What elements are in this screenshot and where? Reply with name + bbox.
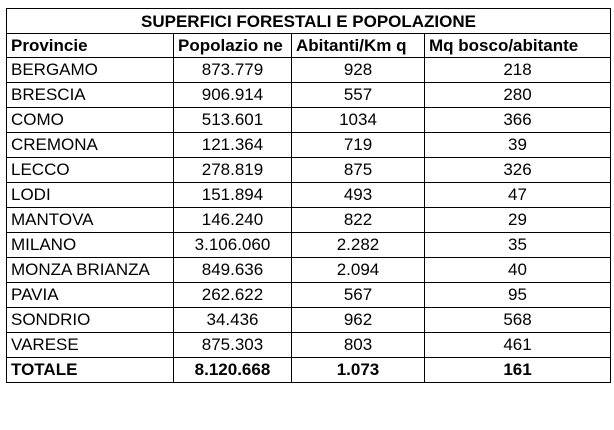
cell-provincia-text: MONZA BRIANZA <box>11 260 150 279</box>
cell-abitanti: 2.094 <box>292 258 425 283</box>
table-row <box>7 233 611 258</box>
cell-mq: 35 <box>425 233 611 258</box>
table-row <box>7 133 611 158</box>
cell-abitanti: 875 <box>292 158 425 183</box>
cell-provincia: SONDRIO <box>7 308 174 333</box>
cell-provincia: LODI <box>7 183 174 208</box>
table-title: SUPERFICI FORESTALI E POPOLAZIONE <box>7 9 611 34</box>
table-row <box>7 258 611 283</box>
cell-abitanti: 2.282 <box>292 233 425 258</box>
cell-provincia: COMO <box>7 108 174 133</box>
total-mq: 161 <box>425 358 611 383</box>
total-label: TOTALE <box>7 358 174 383</box>
cell-abitanti: 557 <box>292 83 425 108</box>
cell-provincia: VARESE <box>7 333 174 358</box>
cell-popolazione: 873.779 <box>174 58 292 83</box>
cell-mq: 29 <box>425 208 611 233</box>
cell-provincia: CREMONA <box>7 133 174 158</box>
title-row <box>7 9 611 34</box>
cell-popolazione: 121.364 <box>174 133 292 158</box>
total-row <box>7 358 611 383</box>
table-row <box>7 208 611 233</box>
cell-popolazione: 278.819 <box>174 158 292 183</box>
total-popolazione: 8.120.668 <box>174 358 292 383</box>
cell-mq: 47 <box>425 183 611 208</box>
cell-mq: 40 <box>425 258 611 283</box>
cell-provincia: BRESCIA <box>7 83 174 108</box>
cell-abitanti: 719 <box>292 133 425 158</box>
cell-provincia: LECCO <box>7 158 174 183</box>
cell-provincia <box>7 258 174 283</box>
header-provincie: Provincie <box>7 34 174 58</box>
cell-abitanti: 962 <box>292 308 425 333</box>
table-row <box>7 183 611 208</box>
cell-popolazione: 34.436 <box>174 308 292 333</box>
cell-abitanti: 1034 <box>292 108 425 133</box>
forest-population-table <box>6 8 611 383</box>
cell-mq: 218 <box>425 58 611 83</box>
cell-abitanti: 822 <box>292 208 425 233</box>
table-row <box>7 333 611 358</box>
table-row <box>7 158 611 183</box>
cell-popolazione: 151.894 <box>174 183 292 208</box>
cell-mq: 568 <box>425 308 611 333</box>
cell-mq: 95 <box>425 283 611 308</box>
cell-popolazione: 3.106.060 <box>174 233 292 258</box>
table-row <box>7 83 611 108</box>
cell-popolazione: 513.601 <box>174 108 292 133</box>
cell-popolazione: 875.303 <box>174 333 292 358</box>
cell-abitanti: 567 <box>292 283 425 308</box>
cell-provincia: MILANO <box>7 233 174 258</box>
table-row <box>7 58 611 83</box>
cell-popolazione: 906.914 <box>174 83 292 108</box>
cell-mq: 366 <box>425 108 611 133</box>
cell-mq: 280 <box>425 83 611 108</box>
forest-population-table-wrapper <box>6 8 611 383</box>
cell-provincia: MANTOVA <box>7 208 174 233</box>
cell-popolazione: 262.622 <box>174 283 292 308</box>
cell-provincia: PAVIA <box>7 283 174 308</box>
total-abitanti: 1.073 <box>292 358 425 383</box>
cell-abitanti: 803 <box>292 333 425 358</box>
cell-popolazione: 849.636 <box>174 258 292 283</box>
header-row <box>7 34 611 58</box>
cell-mq: 461 <box>425 333 611 358</box>
table-row <box>7 308 611 333</box>
table-row <box>7 283 611 308</box>
header-abitanti-km2: Abitanti/Km q <box>292 34 425 58</box>
cell-mq: 39 <box>425 133 611 158</box>
header-mq-bosco-abitante: Mq bosco/abitante <box>425 34 611 58</box>
cell-provincia: BERGAMO <box>7 58 174 83</box>
cell-abitanti: 928 <box>292 58 425 83</box>
header-popolazione: Popolazio ne <box>174 34 292 58</box>
cell-abitanti: 493 <box>292 183 425 208</box>
cell-popolazione: 146.240 <box>174 208 292 233</box>
table-row <box>7 108 611 133</box>
cell-mq: 326 <box>425 158 611 183</box>
